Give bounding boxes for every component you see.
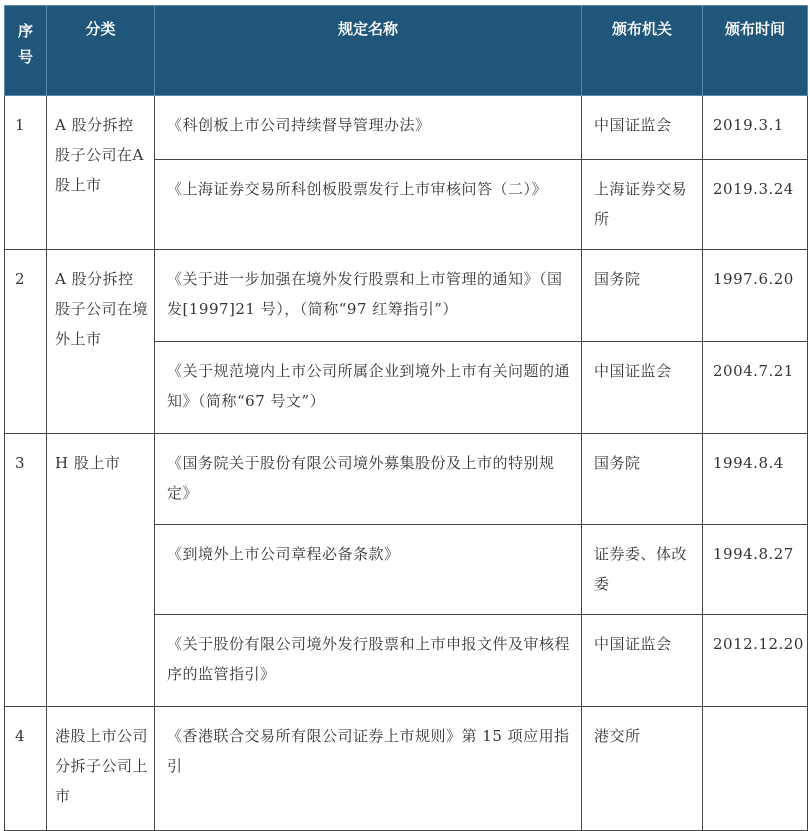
header-no	[5, 6, 47, 96]
issue-date: 2019.3.24	[703, 160, 808, 250]
table-row	[5, 434, 808, 525]
regulation-name: 《关于股份有限公司境外发行股票和上市申报文件及审核程序的监管指引》	[155, 615, 582, 707]
regulation-name: 《关于进一步加强在境外发行股票和上市管理的通知》（国发[1997]21 号），（简称“97 红筹指引”）	[155, 250, 582, 342]
issuing-authority: 中国证监会	[582, 96, 703, 160]
table-row	[5, 96, 808, 160]
row-number: 1	[5, 96, 47, 250]
issuing-authority: 中国证监会	[582, 342, 703, 434]
row-number: 2	[5, 250, 47, 434]
regulation-name: 《国务院关于股份有限公司境外募集股份及上市的特别规定》	[155, 434, 582, 525]
issue-date	[703, 707, 808, 831]
header-row	[5, 6, 808, 96]
issue-date: 1994.8.27	[703, 525, 808, 615]
issue-date: 2004.7.21	[703, 342, 808, 434]
issuing-authority: 国务院	[582, 434, 703, 525]
header-name: 规定名称	[155, 6, 582, 96]
row-category: A 股分拆控股子公司在境外上市	[47, 250, 155, 434]
row-category: 港股上市公司分拆子公司上市	[47, 707, 155, 831]
issuing-authority: 上海证券交易所	[582, 160, 703, 250]
row-category: H 股上市	[47, 434, 155, 707]
issuing-authority: 证券委、体改委	[582, 525, 703, 615]
header-authority: 颁布机关	[582, 6, 703, 96]
regulations-table	[4, 5, 808, 831]
regulation-name: 《科创板上市公司持续督导管理办法》	[155, 96, 582, 160]
table-row	[5, 707, 808, 831]
row-number: 3	[5, 434, 47, 707]
table-row	[5, 250, 808, 342]
issue-date: 2019.3.1	[703, 96, 808, 160]
issuing-authority: 港交所	[582, 707, 703, 831]
regulation-name: 《上海证券交易所科创板股票发行上市审核问答（二）》	[155, 160, 582, 250]
row-category: A 股分拆控股子公司在A股上市	[47, 96, 155, 250]
regulation-name: 《到境外上市公司章程必备条款》	[155, 525, 582, 615]
issue-date: 1994.8.4	[703, 434, 808, 525]
issuing-authority: 中国证监会	[582, 615, 703, 707]
issuing-authority: 国务院	[582, 250, 703, 342]
regulation-name: 《关于规范境内上市公司所属企业到境外上市有关问题的通知》（简称“67 号文”）	[155, 342, 582, 434]
issue-date: 2012.12.20	[703, 615, 808, 707]
header-category: 分类	[47, 6, 155, 96]
header-no-label: 序号	[17, 22, 33, 66]
row-number: 4	[5, 707, 47, 831]
issue-date: 1997.6.20	[703, 250, 808, 342]
regulation-name: 《香港联合交易所有限公司证券上市规则》第 15 项应用指引	[155, 707, 582, 831]
header-date: 颁布时间	[703, 6, 808, 96]
